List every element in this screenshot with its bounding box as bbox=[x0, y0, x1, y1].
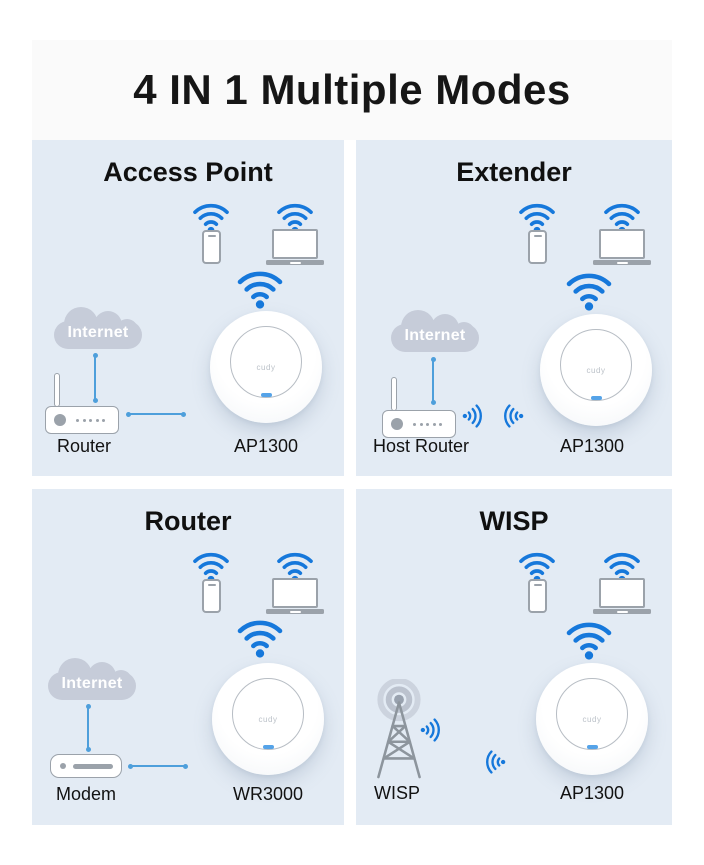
device-led bbox=[587, 745, 598, 749]
access-point-device bbox=[210, 311, 322, 423]
wireless-link-icon bbox=[482, 749, 508, 775]
internet-cloud-icon bbox=[48, 658, 136, 704]
panel-access-point bbox=[32, 140, 344, 476]
left-device-label: Modem bbox=[55, 784, 117, 804]
modem-icon bbox=[50, 754, 122, 778]
main-device-label: WR3000 bbox=[232, 784, 304, 804]
panel-title: Extender bbox=[456, 157, 572, 187]
page-title: 4 IN 1 Multiple Modes bbox=[133, 66, 571, 113]
device-logo: cudy bbox=[582, 715, 602, 724]
device-logo: cudy bbox=[258, 715, 278, 724]
internet-cloud-icon bbox=[54, 307, 142, 353]
vertical-connector bbox=[87, 706, 89, 750]
horizontal-connector bbox=[130, 765, 186, 767]
device-logo: cudy bbox=[256, 363, 276, 372]
wireless-link-icon bbox=[500, 403, 526, 429]
access-point-device bbox=[212, 663, 324, 775]
router-icon bbox=[382, 377, 458, 438]
phone-icon bbox=[202, 579, 221, 613]
wifi-icon bbox=[564, 619, 614, 661]
wifi-icon bbox=[564, 270, 614, 312]
wifi-icon bbox=[235, 617, 285, 659]
main-device-label: AP1300 bbox=[233, 436, 299, 456]
panel-title: Router bbox=[144, 506, 232, 536]
device-led bbox=[261, 393, 272, 397]
wifi-icon bbox=[235, 268, 285, 310]
wireless-link-icon bbox=[418, 717, 444, 743]
wireless-link-icon bbox=[460, 403, 486, 429]
phone-icon bbox=[202, 230, 221, 264]
panel-title: Access Point bbox=[103, 157, 273, 187]
left-device-label: WISP bbox=[373, 783, 420, 803]
left-device-label: Router bbox=[56, 436, 112, 456]
panel-extender bbox=[356, 140, 672, 476]
laptop-icon bbox=[266, 578, 324, 614]
internet-cloud-icon bbox=[391, 310, 479, 356]
device-led bbox=[263, 745, 274, 749]
panel-title: WISP bbox=[479, 506, 549, 536]
laptop-icon bbox=[266, 229, 324, 265]
cloud-label: Internet bbox=[404, 327, 466, 344]
left-device-label: Host Router bbox=[372, 436, 470, 456]
access-point-device bbox=[540, 314, 652, 426]
laptop-icon bbox=[593, 229, 651, 265]
panel-router bbox=[32, 489, 344, 825]
phone-icon bbox=[528, 230, 547, 264]
horizontal-connector bbox=[128, 413, 184, 415]
cloud-label: Internet bbox=[61, 675, 123, 692]
access-point-device bbox=[536, 663, 648, 775]
cloud-label: Internet bbox=[67, 324, 129, 341]
router-icon bbox=[45, 373, 121, 434]
main-device-label: AP1300 bbox=[559, 436, 625, 456]
phone-icon bbox=[528, 579, 547, 613]
device-logo: cudy bbox=[586, 366, 606, 375]
panel-wisp bbox=[356, 489, 672, 825]
laptop-icon bbox=[593, 578, 651, 614]
header-strip bbox=[32, 40, 672, 140]
device-led bbox=[591, 396, 602, 400]
main-device-label: AP1300 bbox=[559, 783, 625, 803]
